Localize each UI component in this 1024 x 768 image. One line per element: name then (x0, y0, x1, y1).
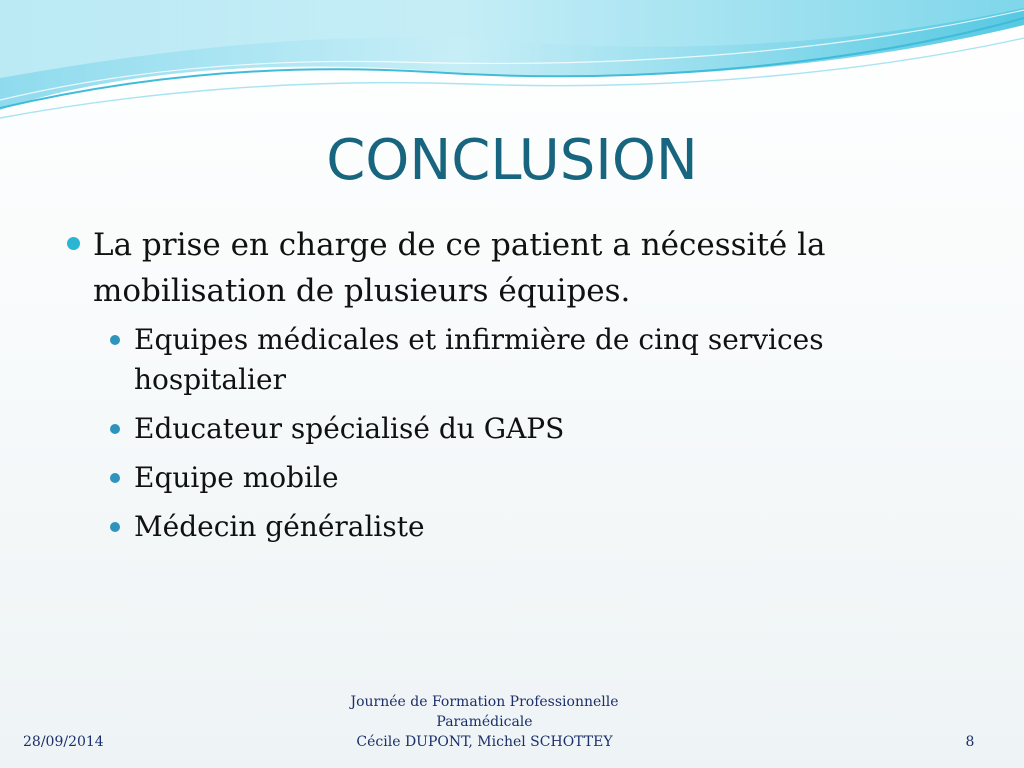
sub-bullet (102, 409, 960, 449)
footer-line-event: Journée de Formation Professionnelle (350, 694, 619, 710)
bullet-dot-icon (67, 237, 80, 250)
sub-bullet-text: Equipe mobile (134, 461, 339, 494)
bullet-dot-icon (110, 424, 120, 434)
bullet-dot-icon (110, 522, 120, 532)
footer-date: 28/09/2014 (23, 734, 104, 750)
sub-bullet-text: Médecin généraliste (134, 510, 425, 543)
sub-bullet-text: Educateur spécialisé du GAPS (134, 412, 565, 445)
slide-content (60, 222, 960, 556)
footer-line-authors: Cécile DUPONT, Michel SCHOTTEY (356, 734, 613, 750)
sub-bullet (102, 507, 960, 547)
footer-event-info (312, 692, 657, 752)
sub-bullet-list (102, 320, 960, 547)
sub-bullet-text: Equipes médicales et infirmière de cinq services hospitalier (134, 323, 824, 396)
slide-title: CONCLUSION (326, 128, 698, 193)
header-wave-decoration (0, 0, 1024, 130)
sub-bullet (102, 458, 960, 498)
bullet-dot-icon (110, 473, 120, 483)
sub-bullet (102, 320, 960, 400)
main-bullet (60, 222, 960, 314)
footer-line-subtitle: Paramédicale (436, 714, 533, 730)
main-bullet-text: La prise en charge de ce patient a nécessité la mobilisation de plusieurs équipes. (93, 227, 826, 309)
bullet-dot-icon (110, 335, 120, 345)
page-number: 8 (965, 734, 975, 750)
